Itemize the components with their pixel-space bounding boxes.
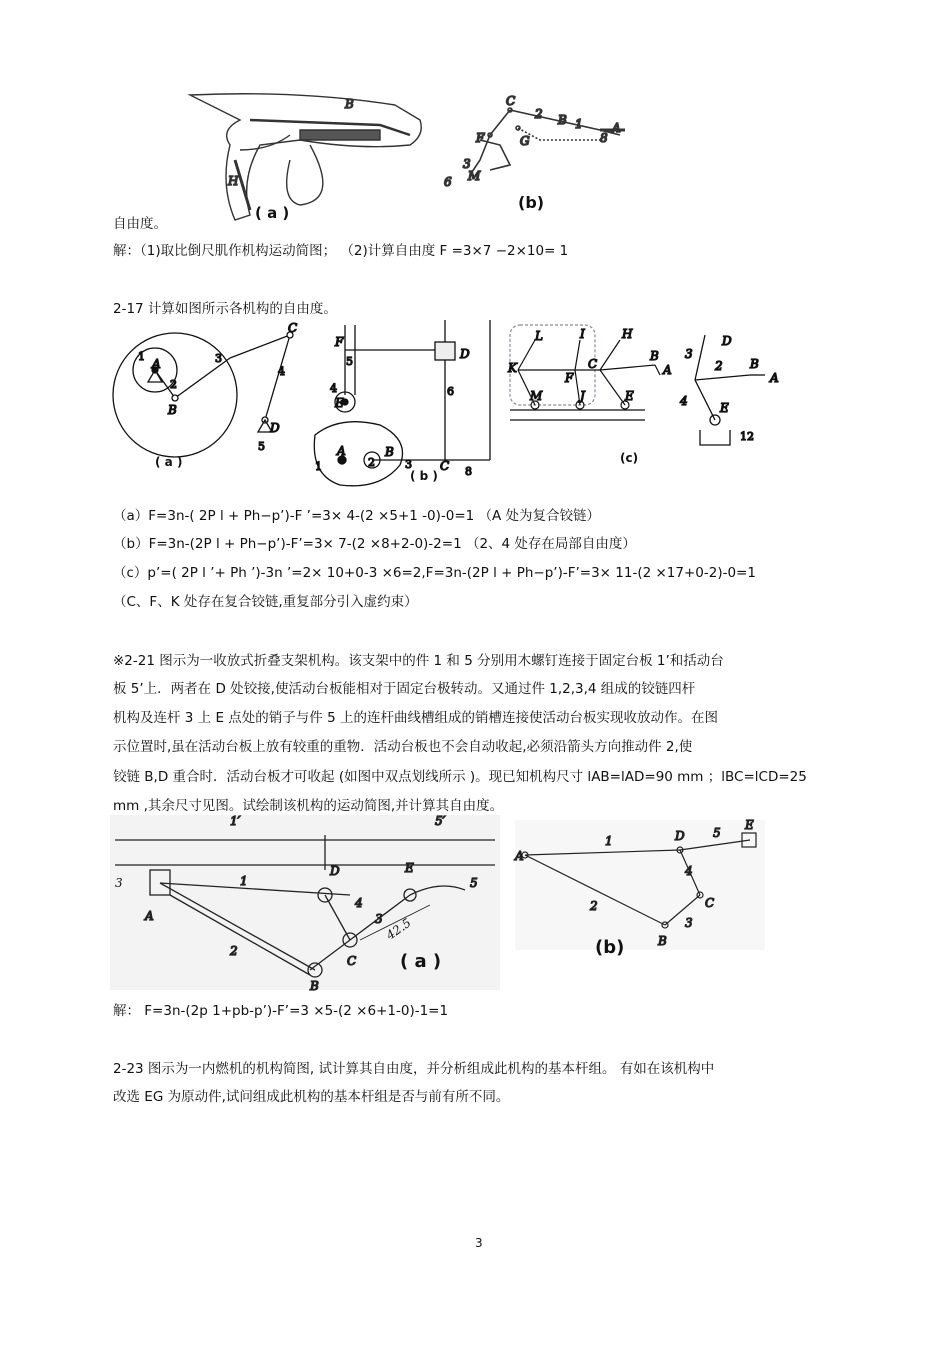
figure-2-21-dim-42-5: 42.5 <box>383 915 414 943</box>
svg-text:L: L <box>535 329 543 343</box>
svg-text:E: E <box>625 389 634 403</box>
svg-text:1: 1 <box>575 117 583 131</box>
svg-text:2: 2 <box>368 456 375 469</box>
problem-2-21-line: 示位置时,虽在活动台板上放有较重的重物．活动台板也不会自动收起,必须沿箭头方向推动件 2,使 <box>113 739 693 755</box>
svg-text:H: H <box>228 174 239 188</box>
svg-text:2: 2 <box>170 378 177 391</box>
problem-2-21-line: 机构及连杆 3 上 E 点处的销子与件 5 上的连杆曲线槽组成的销槽连接使活动台板实现收放动作。在图 <box>113 710 718 726</box>
svg-text:J: J <box>580 389 585 403</box>
svg-text:G: G <box>520 134 530 148</box>
svg-text:C: C <box>440 459 450 473</box>
svg-text:3: 3 <box>405 458 412 471</box>
svg-text:4: 4 <box>278 365 285 378</box>
svg-text:4: 4 <box>330 382 337 395</box>
figure-2-17-d <box>679 334 779 445</box>
svg-text:B: B <box>345 97 354 111</box>
svg-text:C: C <box>347 954 357 968</box>
svg-text:E: E <box>720 401 729 415</box>
solution-line-a: （a）F=3n-( 2P l + Ph−p’)-F ’=3× 4-(2 ×5+1 -0)-0=1 （A 处为复合铰链） <box>113 508 601 524</box>
svg-text:4: 4 <box>685 864 693 878</box>
svg-text:3: 3 <box>215 352 222 365</box>
svg-text:1: 1 <box>605 834 613 848</box>
svg-text:1: 1 <box>315 460 322 473</box>
svg-text:B: B <box>310 979 319 993</box>
problem-2-23-line: 改选 EG 为原动件,试问组成此机构的基本杆组是否与前有所不同。 <box>113 1089 510 1105</box>
figure-2-17 <box>110 320 790 500</box>
figure-top-label-b: (b) <box>518 193 545 212</box>
svg-text:C: C <box>288 321 298 335</box>
svg-text:A: A <box>663 363 672 377</box>
svg-text:E: E <box>335 396 344 410</box>
svg-text:M: M <box>530 389 543 403</box>
svg-text:B: B <box>750 357 759 371</box>
figure-2-17-caption-a: ( a ) <box>155 455 183 469</box>
svg-text:I: I <box>580 327 585 341</box>
svg-text:2: 2 <box>590 899 598 913</box>
svg-text:E: E <box>405 861 414 875</box>
problem-2-21-line: 铰链 B,D 重合时．活动台板才可收起 (如图中双点划线所示 )。现已知机构尺寸 lAB=lAD=90 mm ；lBC=lCD=25 <box>113 769 807 785</box>
svg-text:5: 5 <box>258 440 265 453</box>
svg-text:4: 4 <box>680 394 688 408</box>
figure-2-21-dim-3: 3 <box>115 876 123 890</box>
svg-text:A: A <box>612 121 621 135</box>
solution-line-b: （b）F=3n-(2P l + Ph−p’)-F’=3× 7-(2 ×8+2-0)-2=1 （2、4 处存在局部自由度） <box>113 536 636 552</box>
svg-text:5′: 5′ <box>435 815 446 828</box>
svg-text:D: D <box>330 864 340 878</box>
solution-line-c: （c）p’=( 2P l ’+ Ph ’)-3n ’=2× 10+0-3 ×6=2,F=3n-(2P l + Ph−p’)-F’=3× 11-(2 ×17+0-2)-0=1 <box>113 565 756 581</box>
svg-text:D: D <box>270 421 280 435</box>
svg-text:B: B <box>658 934 667 948</box>
svg-text:6: 6 <box>444 175 452 189</box>
svg-text:3: 3 <box>685 347 693 361</box>
svg-text:C: C <box>588 357 598 371</box>
figure-2-21 <box>110 815 770 995</box>
problem-2-23-line: 2-23 图示为一内燃机的机构简图, 试计算其自由度，并分析组成此机构的基本杆组。 有如在该机构中 <box>113 1061 715 1077</box>
svg-text:5: 5 <box>470 876 478 890</box>
problem-heading-2-17: 2-17 计算如图所示各机构的自由度。 <box>113 301 337 317</box>
svg-text:M: M <box>468 169 481 183</box>
text-line: 解：（1)取比倒尺肌作机构运动简图； （2)计算自由度 F =3×7 −2×10= 1 <box>113 243 569 259</box>
svg-text:3: 3 <box>685 916 693 930</box>
figure-2-17-caption-b: ( b ) <box>410 469 438 483</box>
svg-text:2: 2 <box>230 944 238 958</box>
svg-text:A: A <box>152 357 161 371</box>
svg-text:B: B <box>385 445 394 459</box>
svg-text:12: 12 <box>740 430 754 443</box>
svg-text:A: A <box>515 849 524 863</box>
svg-text:8: 8 <box>465 465 472 478</box>
svg-text:3: 3 <box>375 912 383 926</box>
svg-text:D: D <box>722 334 732 348</box>
problem-2-21-line: mm ,其余尺寸见图。试绘制该机构的运动简图,并计算其自由度。 <box>113 798 504 814</box>
svg-text:D: D <box>675 829 685 843</box>
svg-text:2: 2 <box>535 107 543 121</box>
figure-2-17-b <box>314 320 490 486</box>
text-line: 自由度。 <box>113 216 167 232</box>
solution-2-21: 解： F=3n-(2p 1+pb-p’)-F’=3 ×5-(2 ×6+1-0)-1=1 <box>113 1003 449 1019</box>
svg-text:5: 5 <box>346 355 353 368</box>
svg-text:C: C <box>705 896 715 910</box>
svg-text:H: H <box>622 327 633 341</box>
figure-top-a-sketch <box>190 94 421 220</box>
svg-text:F: F <box>335 335 344 349</box>
svg-text:8: 8 <box>600 131 608 145</box>
figure-2-17-a <box>113 321 297 457</box>
svg-text:B: B <box>168 403 177 417</box>
figure-2-21-b <box>514 818 765 950</box>
svg-text:E: E <box>745 818 754 832</box>
figure-2-21-a <box>110 815 500 993</box>
solution-line-d: （C、F、K 处存在复合铰链,重复部分引入虚约束） <box>113 594 418 610</box>
svg-text:A: A <box>337 444 346 458</box>
figure-top <box>180 90 630 230</box>
figure-2-21-label-b: (b) <box>595 937 625 958</box>
figure-2-21-label-a: ( a ) <box>400 951 442 972</box>
svg-text:F: F <box>476 131 485 145</box>
figure-top-label-a: ( a ) <box>255 204 290 222</box>
svg-text:2: 2 <box>715 359 723 373</box>
page-number: 3 <box>475 1236 483 1250</box>
svg-text:1: 1 <box>240 874 248 888</box>
svg-text:5: 5 <box>713 826 721 840</box>
svg-text:A: A <box>145 909 154 923</box>
problem-2-21-line: ※2-21 图示为一收放式折叠支架机构。该支架中的件 1 和 5 分别用木螺钉连接于固定台板 1’和括动台 <box>113 653 724 669</box>
svg-text:C: C <box>506 94 516 108</box>
figure-2-17-c <box>507 325 672 420</box>
svg-text:A: A <box>770 371 779 385</box>
svg-text:F: F <box>565 371 574 385</box>
svg-text:K: K <box>508 361 517 375</box>
svg-text:1′: 1′ <box>230 815 241 828</box>
svg-text:1: 1 <box>138 350 145 363</box>
svg-text:3: 3 <box>463 157 471 171</box>
figure-top-b-sketch <box>444 94 625 189</box>
problem-2-21-line: 板 5’上．两者在 D 处铰接,使活动台板能相对于固定台极转动。又通过件 1,2,3,4 组成的铰链四杆 <box>113 681 696 697</box>
svg-text:B: B <box>558 113 567 127</box>
figure-2-17-caption-c: (c) <box>620 451 639 465</box>
svg-text:D: D <box>460 347 470 361</box>
svg-text:4: 4 <box>355 896 363 910</box>
svg-text:6: 6 <box>447 385 454 398</box>
svg-text:B: B <box>650 349 659 363</box>
